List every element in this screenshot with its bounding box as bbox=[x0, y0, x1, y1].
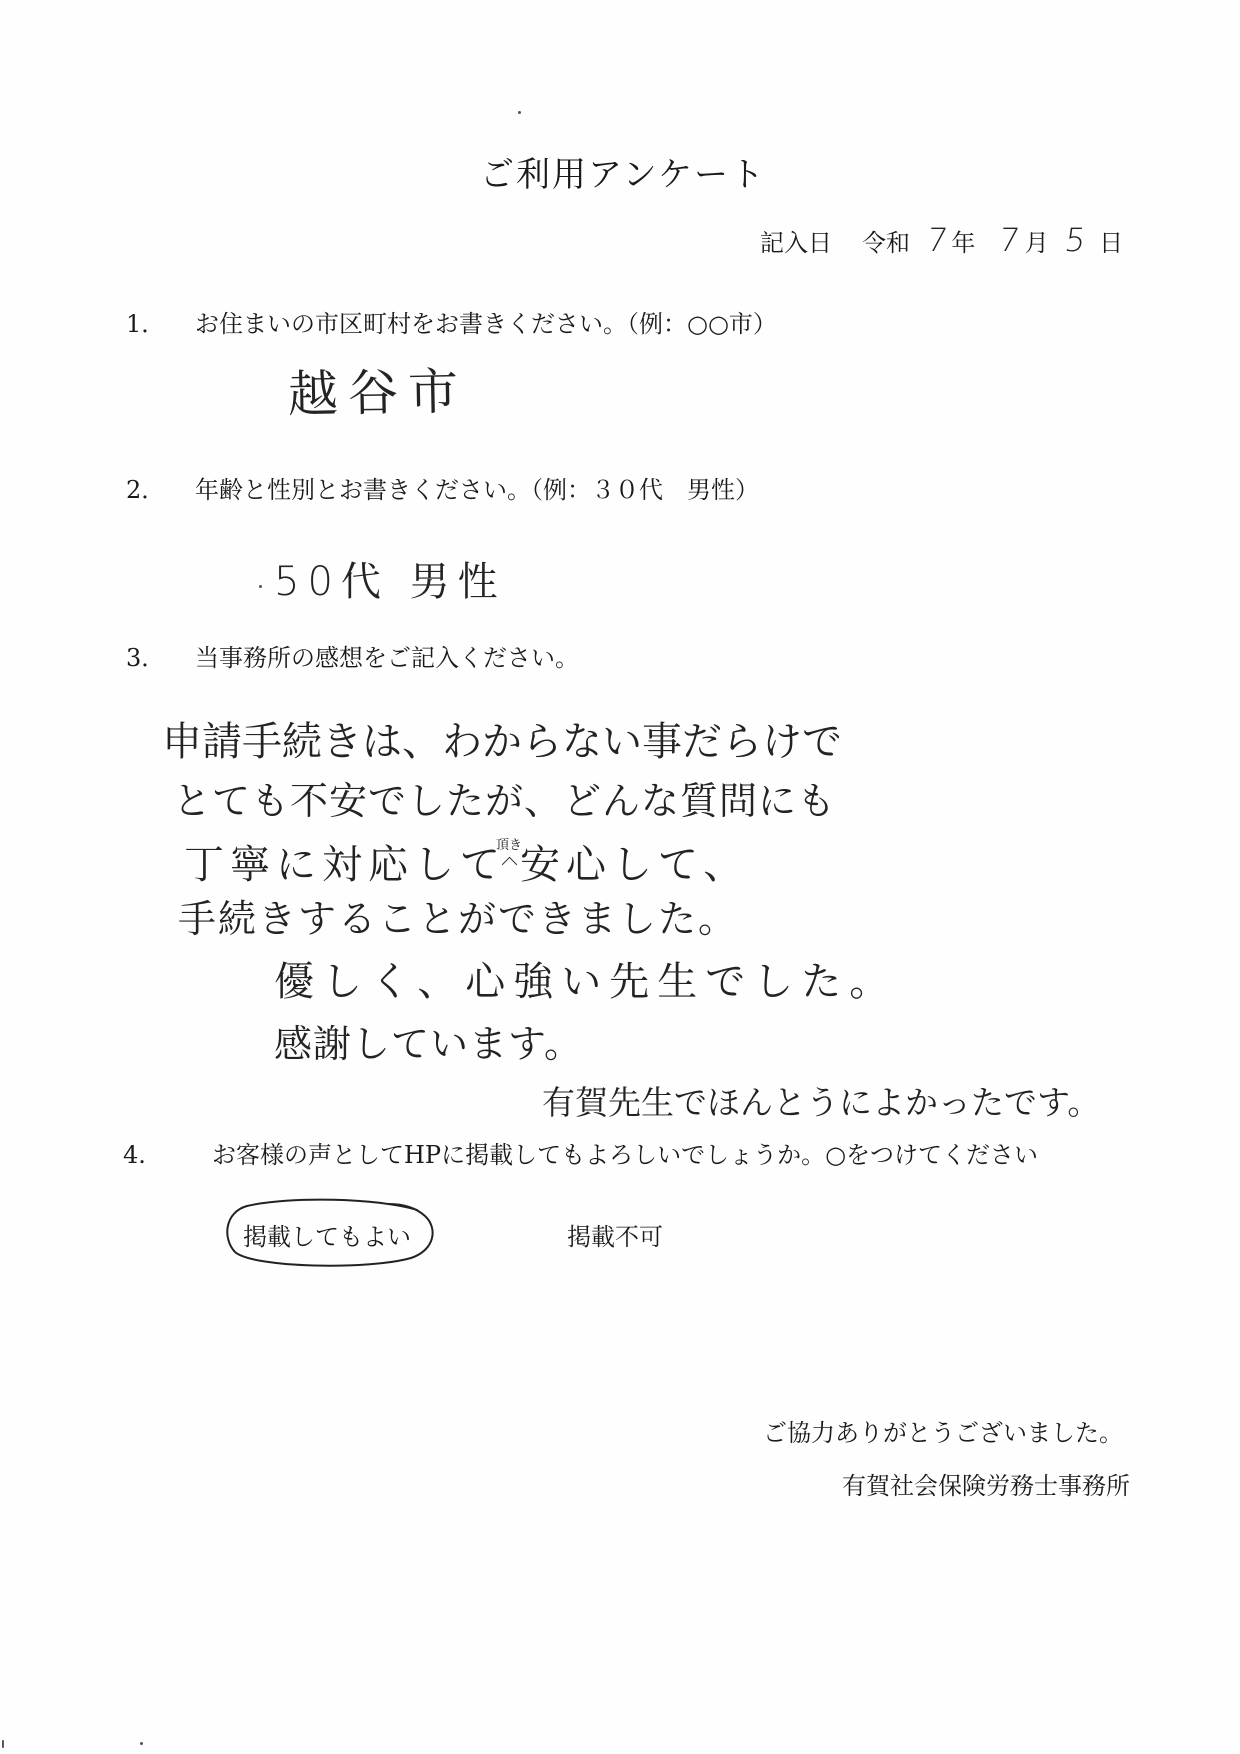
option-publish-ng bbox=[567, 1225, 663, 1250]
date-era: 令和 bbox=[862, 229, 910, 257]
survey-title: ご利用アンケート bbox=[480, 155, 766, 195]
date-year-unit: 年 bbox=[951, 229, 976, 257]
answer-3-line: 優しく、心強い先生でした。 bbox=[274, 959, 898, 1005]
answer-3-line-part: 丁寧に対応して bbox=[184, 842, 506, 888]
office-name: 有賀社会保険労務士事務所 bbox=[842, 1472, 1130, 1500]
option-publish-ok bbox=[243, 1225, 411, 1250]
answer-3-line: 申請手続きは、わからない事だらけで bbox=[162, 719, 842, 765]
date-day-unit: 日 bbox=[1099, 229, 1124, 257]
answer-3-line-part: 安心して、 bbox=[520, 842, 750, 888]
scan-speck bbox=[518, 111, 521, 114]
question-1-text: お住まいの市区町村をお書きください。（例：○○市） bbox=[195, 310, 777, 338]
answer-3-line: 手続きすることができました。 bbox=[178, 897, 739, 941]
date-label: 記入日 bbox=[760, 229, 832, 257]
date-year-handwritten: 7 bbox=[924, 221, 951, 259]
answer-3-line: 感謝しています。 bbox=[274, 1022, 583, 1066]
entry-date bbox=[760, 221, 1124, 259]
scan-speck bbox=[2, 1740, 4, 1748]
closing-thanks: ご協力ありがとうございました。 bbox=[763, 1419, 1123, 1447]
question-4-text: お客様の声としてHPに掲載してもよろしいでしょうか。○をつけてください bbox=[212, 1141, 1039, 1169]
question-4-number: 4. bbox=[123, 1141, 146, 1169]
scan-speck bbox=[140, 1742, 143, 1745]
question-3-number: 3． bbox=[126, 644, 166, 672]
question-2-text: 年齢と性別とお書きください。（例：３０代 男性） bbox=[195, 476, 759, 504]
insertion-mark bbox=[496, 838, 523, 885]
inserted-text: 頂き bbox=[496, 838, 523, 853]
option-label: 掲載不可 bbox=[567, 1223, 663, 1251]
date-month-unit: 月 bbox=[1024, 229, 1049, 257]
scan-speck bbox=[259, 585, 262, 588]
answer-1-handwritten: 越谷市 bbox=[287, 362, 469, 424]
answer-3-line: とても不安でしたが、どんな質問にも bbox=[173, 779, 837, 823]
date-day-handwritten: 5 bbox=[1062, 221, 1088, 259]
date-month-handwritten: 7 bbox=[996, 221, 1023, 259]
option-label: 掲載してもよい bbox=[243, 1223, 411, 1251]
answer-3-line bbox=[184, 838, 750, 888]
answer-3-line: 有賀先生でほんとうによかったです。 bbox=[542, 1083, 1101, 1122]
answer-2-handwritten: 50代 男性 bbox=[274, 559, 506, 605]
question-3-text: 当事務所の感想をご記入ください。 bbox=[195, 644, 579, 672]
question-1-number: 1． bbox=[126, 310, 166, 338]
question-2-number: 2． bbox=[126, 476, 166, 504]
